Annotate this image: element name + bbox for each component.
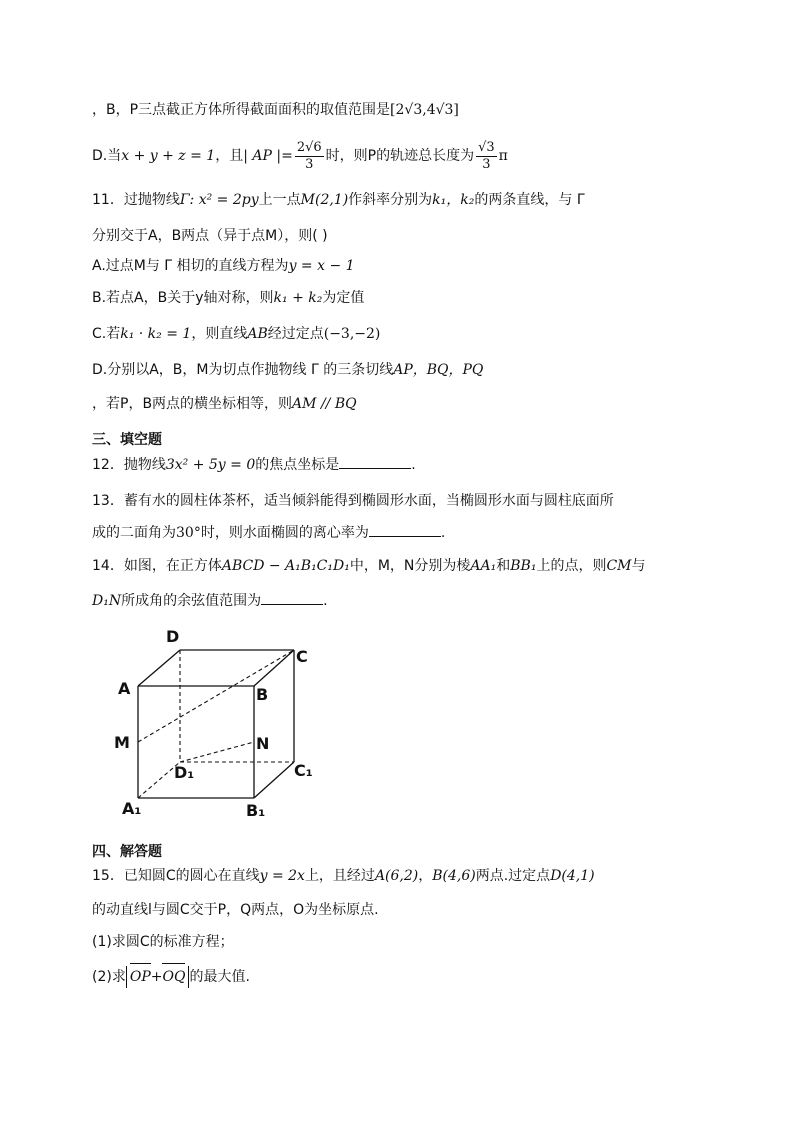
q11-d2-eq: AM // BQ xyxy=(292,396,357,412)
q15-line1 xyxy=(92,866,595,886)
q11-c-ab: AB xyxy=(247,326,268,342)
q11-option-a xyxy=(92,256,355,276)
segment-d1-n xyxy=(180,742,254,762)
q15-abs-expression xyxy=(126,966,190,988)
label-m: M xyxy=(114,733,130,752)
q10-d-pi: π xyxy=(498,148,508,164)
q14-text-b: 中，M，N分别为棱 xyxy=(349,558,471,574)
q11-c-point: (−3,−2) xyxy=(323,326,381,342)
q11-b-text: B.若点A，B关于y轴对称，则 xyxy=(92,290,274,306)
label-d: D xyxy=(166,627,180,646)
q15-line-eq: y = 2x xyxy=(259,868,305,884)
q11-d2-text: ，若P，B两点的横坐标相等，则 xyxy=(92,396,293,412)
q15-line2: 的动直线l与圆C交于P，Q两点，O为坐标原点. xyxy=(92,902,379,918)
q10-d-frac-den: 3 xyxy=(305,156,314,172)
label-a: A xyxy=(118,679,131,698)
q14-text-a: 14．如图，在正方体 xyxy=(92,558,222,574)
q15-part1: (1)求圆C的标准方程； xyxy=(92,934,234,950)
cube-solid-edges xyxy=(138,650,294,798)
q11-d-eq: AP，BQ，PQ xyxy=(393,362,484,378)
edge-a-d xyxy=(138,650,180,686)
q14-dn: D₁N xyxy=(92,593,122,609)
label-a1: A₁ xyxy=(122,799,142,818)
q13-text: 成的二面角为 xyxy=(92,525,176,541)
label-d1: D₁ xyxy=(174,763,195,782)
q13-line2 xyxy=(92,522,445,543)
section-fill-in-title: 三、填空题 xyxy=(92,432,162,448)
label-n: N xyxy=(256,734,270,753)
q14-cm: CM xyxy=(606,558,632,574)
q15-text-a: 15．已知圆C的圆心在直线 xyxy=(92,868,260,884)
q14-end: . xyxy=(323,593,328,609)
q11-option-b xyxy=(92,288,364,308)
q10-d-prefix: D.当 xyxy=(92,148,122,164)
cube-diagram xyxy=(112,622,332,827)
q14-edge2: BB₁ xyxy=(510,558,537,574)
q15-part2-text: (2)求 xyxy=(92,969,126,985)
q11-stem-c: 作斜率分别为 xyxy=(348,192,433,208)
q15-text-b: 上，且经过 xyxy=(304,868,375,884)
label-b1: B₁ xyxy=(246,801,266,820)
q12-eq: 3x² + 5y = 0 xyxy=(165,457,256,473)
edge-b1-c1 xyxy=(254,762,294,798)
q14-text-c: 和 xyxy=(496,558,511,574)
q10-d-fraction xyxy=(295,140,324,173)
q14-text-d: 上的点，则 xyxy=(536,558,607,574)
q15-part2-tail: 的最大值. xyxy=(189,969,250,985)
q15-point-a: A(6,2) xyxy=(374,868,419,884)
q11-c-c: 经过定点 xyxy=(267,326,324,342)
q14-answer-blank[interactable] xyxy=(261,590,323,605)
q11-a-eq: y = x − 1 xyxy=(288,258,355,274)
q15-part2 xyxy=(92,964,250,990)
q11-option-d-line2 xyxy=(92,394,357,414)
q13-tail: 时，则水面椭圆的离心率为 xyxy=(200,525,369,541)
q11-stem-point: M(2,1) xyxy=(300,192,349,208)
section-answer-title: 四、解答题 xyxy=(92,844,162,860)
q15-point-d: D(4,1) xyxy=(550,868,595,884)
q14-text-f: 所成角的余弦值范围为 xyxy=(121,593,262,609)
q15-vector-op: OP xyxy=(130,966,151,988)
q10-option-d xyxy=(92,138,508,174)
q15-plus: + xyxy=(150,969,163,985)
q10-c-text: ，B，P三点截正方体所得截面面积的取值范围是 xyxy=(92,102,391,118)
q11-c-eq: k₁ · k₂ = 1 xyxy=(120,326,192,342)
q12-answer-blank[interactable] xyxy=(339,454,411,469)
q12-text: 12．抛物线 xyxy=(92,457,166,473)
q11-c-mid: ，则直线 xyxy=(191,326,248,342)
q14-text-e: 与 xyxy=(631,558,646,574)
q12-tail: 的焦点坐标是 xyxy=(255,457,340,473)
q11-stem-a: 11．过抛物线 xyxy=(92,192,180,208)
q14-line1 xyxy=(92,556,646,576)
q10-d-after: 时，则P的轨迹总长度为 xyxy=(325,148,475,164)
q10-c-range: [2√3,4√3] xyxy=(390,102,459,118)
q10-option-c-tail xyxy=(92,100,459,120)
q11-stem-k: k₁，k₂ xyxy=(432,192,475,208)
label-c: C xyxy=(296,647,308,666)
q11-stem-d: 的两条直线，与 Γ xyxy=(474,192,585,208)
q11-d-text: D.分别以A，B，M为切点作抛物线 Γ 的三条切线 xyxy=(92,362,394,378)
q11-a-text: A.过点M与 Γ 相切的直线方程为 xyxy=(92,258,289,274)
q13-end: . xyxy=(440,525,446,541)
cube-hidden-edges xyxy=(138,650,294,798)
cube-figure xyxy=(112,622,332,827)
q10-d-answer-fraction xyxy=(476,140,497,173)
q11-b-tail: 为定值 xyxy=(322,290,365,306)
q11-option-c xyxy=(92,324,380,344)
q10-d-ans-num: √3 xyxy=(478,139,495,155)
q13-line1: 13．蓄有水的圆柱体茶杯，适当倾斜能得到椭圆形水面，当椭圆形水面与圆柱底面所 xyxy=(92,493,614,509)
q10-d-ap: | AP |= xyxy=(243,148,293,164)
q11-option-d xyxy=(92,360,483,380)
q10-d-ans-den: 3 xyxy=(482,156,491,172)
q11-stem-line2: 分别交于A，B两点（异于点M），则( ) xyxy=(92,228,328,244)
q13-answer-blank[interactable] xyxy=(369,522,441,537)
q13-deg: 30° xyxy=(176,525,201,541)
q11-c-text: C.若 xyxy=(92,326,121,342)
q11-stem-line1 xyxy=(92,190,585,210)
q12-end: . xyxy=(411,457,416,473)
q15-text-d: 两点.过定点 xyxy=(475,868,551,884)
label-c1: C₁ xyxy=(294,761,313,780)
label-b: B xyxy=(256,685,269,704)
q11-stem-b: 上一点 xyxy=(258,192,301,208)
q11-b-eq: k₁ + k₂ xyxy=(273,290,323,306)
q10-d-eq: x + y + z = 1 xyxy=(121,148,216,164)
q14-line2 xyxy=(92,590,328,611)
q14-edge1: AA₁ xyxy=(470,558,497,574)
q15-point-b: B(4,6) xyxy=(432,868,476,884)
q15-vector-oq: OQ xyxy=(162,966,185,988)
q12 xyxy=(92,454,416,475)
q10-d-mid: ，且 xyxy=(215,148,244,164)
segment-m-c xyxy=(138,650,294,742)
edge-b-c xyxy=(254,650,294,686)
q10-d-frac-num: 2√6 xyxy=(296,139,322,155)
q11-stem-eq: Γ: x² = 2py xyxy=(179,192,259,208)
q15-text-c: ， xyxy=(418,868,433,884)
q14-cube: ABCD − A₁B₁C₁D₁ xyxy=(221,558,350,574)
